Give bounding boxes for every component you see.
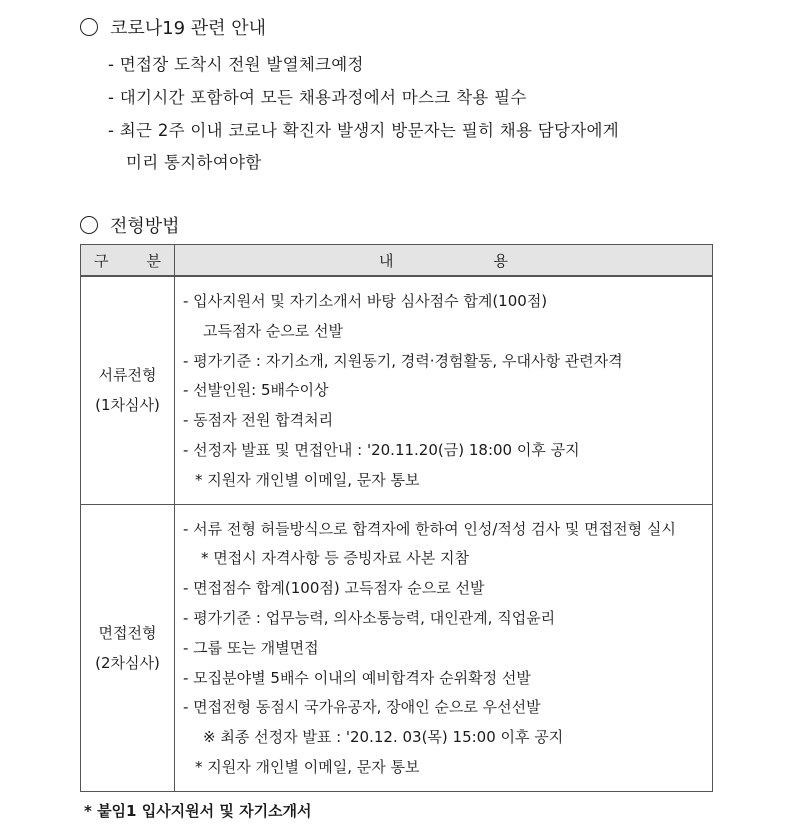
list-item: - 모집분야별 5배수 이내의 예비합격자 순위확정 선발	[183, 668, 531, 687]
list-item: - 면접점수 합계(100점) 고득점자 순으로 선발	[183, 579, 485, 598]
content-cell	[175, 504, 713, 791]
method-table	[80, 244, 713, 792]
list-item: - 그룹 또는 개별면접	[183, 638, 319, 657]
category-sub: (2차심사)	[95, 653, 160, 672]
category-sub: (1차심사)	[95, 396, 160, 415]
list-item: * 지원자 개인별 이메일, 문자 통보	[195, 470, 420, 489]
list-item: - 면접전형 동점시 국가유공자, 장애인 순으로 우선선발	[183, 698, 541, 717]
corona-item-1: - 면접장 도착시 전원 발열체크예정	[108, 55, 364, 74]
circle-bullet-icon	[80, 18, 98, 36]
category-name: 서류전형	[98, 366, 157, 385]
list-item: - 서류 전형 허들방식으로 합격자에 한하여 인성/적성 검사 및 면접전형 실시	[183, 519, 676, 538]
list-item: - 선정자 발표 및 면접안내 : '20.11.20(금) 18:00 이후 공지	[183, 440, 580, 459]
corona-section-title: 코로나19 관련 안내	[80, 14, 266, 40]
category-cell	[81, 504, 175, 791]
header-content: 내 용	[175, 245, 713, 277]
table-row	[81, 504, 713, 791]
category-cell	[81, 276, 175, 504]
list-item: - 입사지원서 및 자기소개서 바탕 심사점수 합계(100점)	[183, 292, 548, 310]
table-header-row	[81, 245, 713, 277]
corona-item-3: - 최근 2주 이내 코로나 확진자 발생지 방문자는 필히 채용 담당자에게	[108, 121, 619, 140]
list-item: - 선발인원: 5배수이상	[183, 381, 329, 400]
content-cell	[175, 276, 713, 504]
list-item: * 면접시 자격사항 등 증빙자료 사본 지참	[201, 549, 469, 568]
table-row	[81, 276, 713, 504]
list-item: - 동점자 전원 합격처리	[183, 411, 334, 430]
corona-item-2: - 대기시간 포함하여 모든 채용과정에서 마스크 착용 필수	[108, 88, 527, 107]
attachment-footnote: * 붙임1 입사지원서 및 자기소개서	[84, 802, 312, 820]
list-item: 고득점자 순으로 선발	[203, 321, 343, 340]
list-item: - 평가기준 : 자기소개, 지원동기, 경력·경험활동, 우대사항 관련자격	[183, 351, 623, 370]
list-item: - 평가기준 : 업무능력, 의사소통능력, 대인관계, 직업윤리	[183, 608, 556, 627]
circle-bullet-icon	[80, 216, 98, 234]
list-item: * 지원자 개인별 이메일, 문자 통보	[195, 757, 420, 776]
method-section-title: 전형방법	[80, 212, 180, 238]
corona-item-3-cont: 미리 통지하여야함	[126, 153, 262, 172]
header-category: 구 분	[81, 245, 175, 277]
list-item: ※ 최종 선정자 발표 : '20.12. 03(목) 15:00 이후 공지	[203, 728, 564, 747]
category-name: 면접전형	[98, 623, 157, 642]
